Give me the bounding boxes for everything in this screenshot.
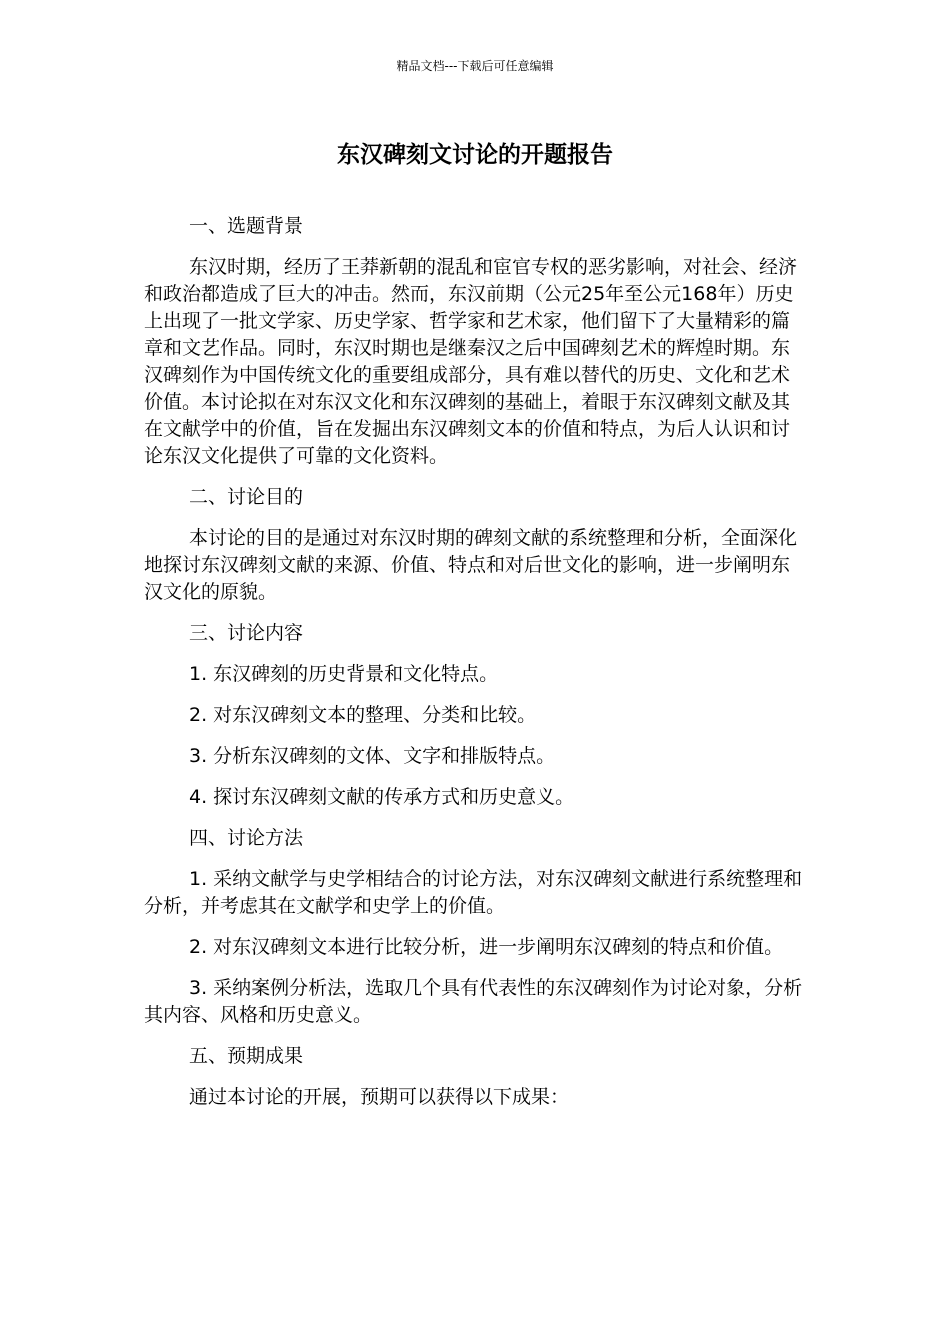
list-item: 3. 采纳案例分析法，选取几个具有代表性的东汉碑刻作为讨论对象，分析其内容、风格和历史意义。 xyxy=(144,977,803,1026)
section-heading-methods: 四、讨论方法 xyxy=(189,827,304,849)
document-body xyxy=(144,213,808,1125)
section-heading-purpose: 二、讨论目的 xyxy=(189,486,304,508)
section-heading-content: 三、讨论内容 xyxy=(189,622,304,644)
list-item: 4. 探讨东汉碑刻文献的传承方式和历史意义。 xyxy=(189,786,575,808)
list-item: 2. 对东汉碑刻文本进行比较分析，进一步阐明东汉碑刻的特点和价值。 xyxy=(189,936,784,958)
section-heading-background: 一、选题背景 xyxy=(189,215,304,237)
paragraph-outcomes: 通过本讨论的开展，预期可以获得以下成果： xyxy=(189,1086,570,1108)
list-item: 2. 对东汉碑刻文本的整理、分类和比较。 xyxy=(189,704,537,726)
page-header: 精品文档---下载后可任意编辑 xyxy=(396,59,554,73)
document-title: 东汉碑刻文讨论的开题报告 xyxy=(337,142,613,168)
paragraph-purpose: 本讨论的目的是通过对东汉时期的碑刻文献的系统整理和分析，全面深化地探讨东汉碑刻文献的来源、价值、特点和对后世文化的影响，进一步阐明东汉文化的原貌。 xyxy=(144,527,798,603)
list-item: 3. 分析东汉碑刻的文体、文字和排版特点。 xyxy=(189,745,556,767)
list-item: 1. 东汉碑刻的历史背景和文化特点。 xyxy=(189,663,499,685)
section-heading-outcomes: 五、预期成果 xyxy=(189,1045,304,1067)
list-item: 1. 采纳文献学与史学相结合的讨论方法，对东汉碑刻文献进行系统整理和分析，并考虑其在文献学和史学上的价值。 xyxy=(144,868,803,917)
paragraph-background: 东汉时期，经历了王莽新朝的混乱和宦官专权的恶劣影响，对社会、经济和政治都造成了巨大的冲击。然而，东汉前期（公元25年至公元168年）历史上出现了一批文学家、历史学家、哲学家和艺术家，他们留下了大量精彩的篇章和文艺作品。同时，东汉时期也是继秦汉之后中国碑刻艺术的辉煌时期。东汉碑刻作为中国传统文化的重要组成部分，具有难以替代的历史、文化和艺术价值。本讨论拟在对东汉文化和东汉碑刻的基础上，着眼于东汉碑刻文献及其在文献学中的价值，旨在发掘出东汉碑刻文本的价值和特点，为后人认识和讨论东汉文化提供了可靠的文化资料。 xyxy=(144,256,798,467)
